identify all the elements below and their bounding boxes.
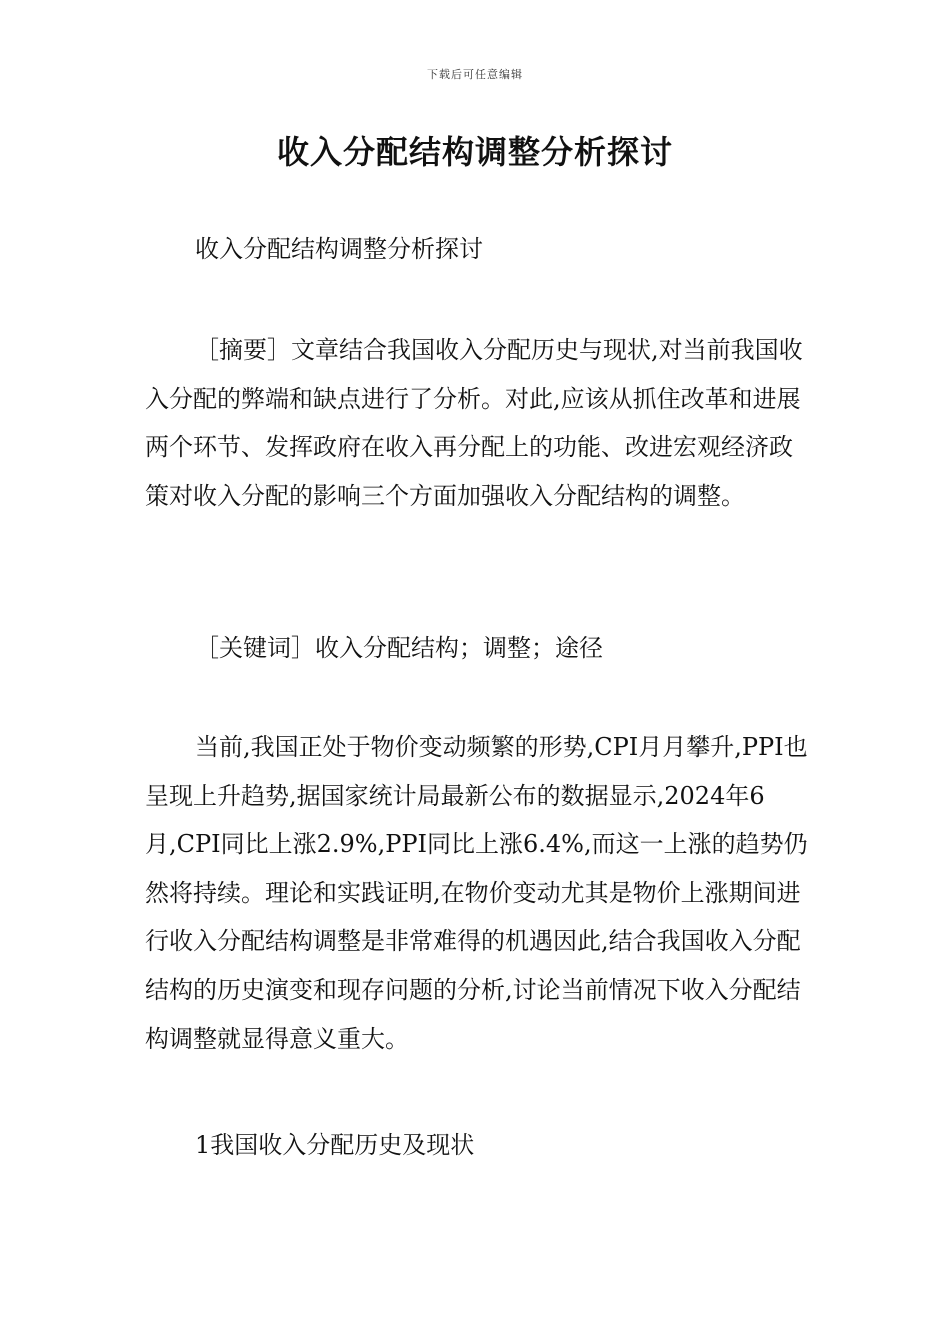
keywords-paragraph: ［关键词］收入分配结构；调整；途径 bbox=[195, 634, 603, 662]
abstract-paragraph: ［摘要］文章结合我国收入分配历史与现状,对当前我国收入分配的弊端和缺点进行了分析。对此,应该从抓住改革和进展两个环节、发挥政府在收入再分配上的功能、改进宏观经济政策对收入分配的影响三个方面加强收入分配结构的调整。 bbox=[145, 336, 803, 510]
document-title: 收入分配结构调整分析探讨 bbox=[276, 133, 673, 171]
document-subtitle: 收入分配结构调整分析探讨 bbox=[195, 235, 483, 263]
intro-paragraph: 当前,我国正处于物价变动频繁的形势,CPI月月攀升,PPI也呈现上升趋势,据国家统计局最新公布的数据显示,2024年6月,CPI同比上涨2.9%,PPI同比上涨6.4%,而这一上涨的趋势仍然将持续。理论和实践证明,在物价变动尤其是物价上涨期间进行收入分配结构调整是非常难得的机遇因此,结合我国收入分配结构的历史演变和现存问题的分析,讨论当前情况下收入分配结构调整就显得意义重大。 bbox=[145, 733, 808, 1053]
section-heading: 1我国收入分配历史及现状 bbox=[195, 1131, 475, 1159]
header-note: 下载后可任意编辑 bbox=[427, 68, 523, 81]
